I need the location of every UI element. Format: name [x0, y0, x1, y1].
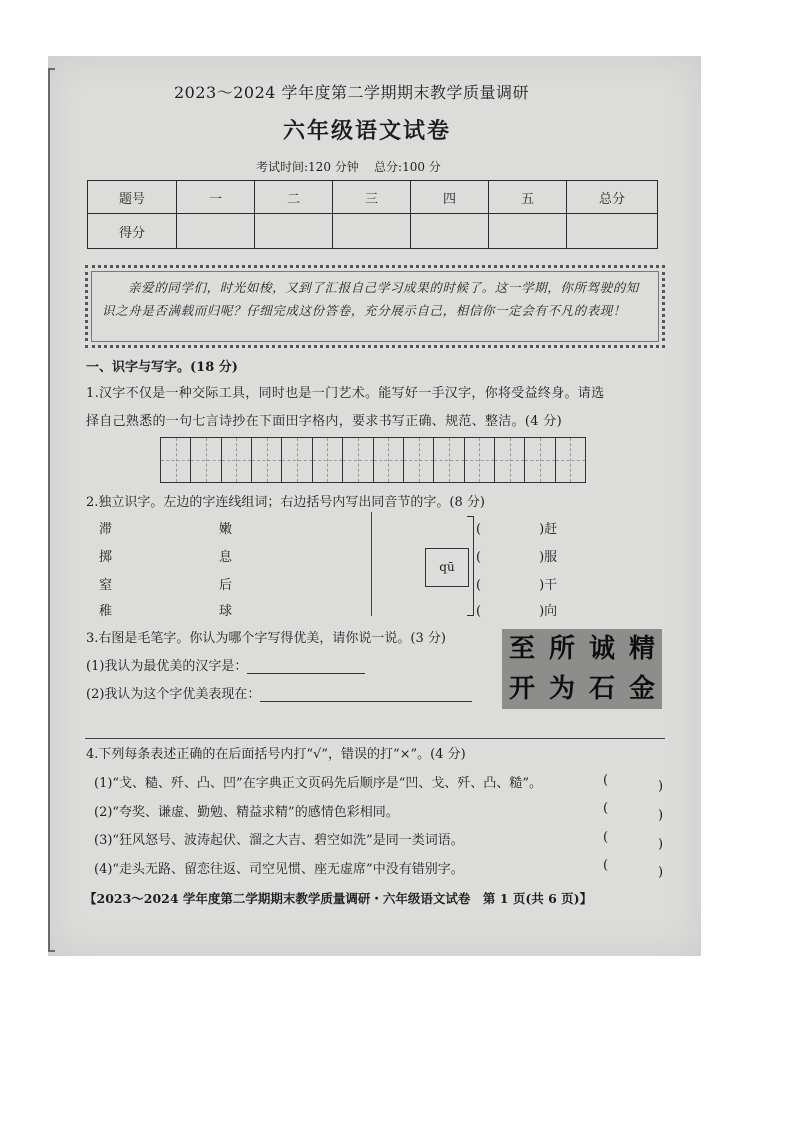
grid-cell[interactable]	[556, 438, 585, 482]
intro-text-content: 亲爱的同学们，时光如梭，又到了汇报自己学习成果的时候了。这一学期，你所驾驶的知识之舟是否满载而归呢？仔细完成这份答卷，充分展示自己，相信你一定会有不凡的表现！	[102, 280, 639, 318]
q1-line1: 1.汉字不仅是一种交际工具，同时也是一门艺术。能写好一手汉字，你将受益终身。请选	[86, 386, 605, 401]
paren-open: (	[476, 550, 482, 565]
score-entry-cell[interactable]	[411, 214, 489, 249]
paren-open: (	[476, 522, 482, 537]
paren-open: (	[476, 604, 482, 619]
paren-open: (	[476, 578, 482, 593]
brace-bracket	[467, 516, 474, 616]
q3-text: 3.右图是毛笔字。你认为哪个字写得优美，请你说一说。(3 分)	[86, 631, 446, 646]
calligraphy-char: 开	[508, 674, 535, 704]
q3-a	[86, 655, 365, 674]
answer-paren-close[interactable]: )	[658, 808, 664, 823]
score-entry-cell[interactable]	[255, 214, 333, 249]
q3-b-answer-line[interactable]	[260, 687, 472, 702]
tianzige-grid[interactable]	[160, 437, 586, 483]
score-entry-cell[interactable]	[177, 214, 255, 249]
q3-b	[86, 683, 472, 702]
calligraphy-char: 所	[548, 634, 575, 664]
left-char[interactable]: 窒	[99, 578, 113, 593]
q4-item: (3)“狂风怒号、波涛起伏、溜之大吉、碧空如洗”是同一类词语。	[94, 833, 464, 848]
answer-paren-open[interactable]: (	[603, 858, 609, 873]
score-table-score-row	[88, 214, 658, 249]
answer-paren-close[interactable]: )	[658, 779, 664, 794]
pinyin-box: qū	[425, 548, 469, 587]
left-char[interactable]: 稚	[99, 604, 113, 619]
answer-paren-open[interactable]: (	[603, 830, 609, 845]
homophone-row	[476, 600, 557, 619]
left-char[interactable]: 滞	[99, 522, 113, 537]
intro-box	[85, 265, 665, 348]
q2-text: 2.独立识字。左边的字连线组词；右边括号内写出同音节的字。(8 分)	[86, 495, 485, 510]
grid-cell[interactable]	[465, 438, 495, 482]
table-cell: 得分	[88, 214, 177, 249]
q4-item: (2)“夸奖、谦虚、勤勉、精益求精”的感情色彩相同。	[94, 805, 399, 820]
q3-a-label: (1)我认为最优美的汉字是：	[86, 659, 248, 674]
grid-cell[interactable]	[191, 438, 221, 482]
exam-info: 考试时间:120 分钟 总分:100 分	[256, 160, 441, 174]
score-entry-cell[interactable]	[567, 214, 658, 249]
q1-line2: 择自己熟悉的一句七言诗抄在下面田字格内，要求书写正确、规范、整洁。(4 分)	[86, 414, 562, 429]
q4-heading: 4.下列每条表述正确的在后面括号内打“√”，错误的打“×”。(4 分)	[86, 747, 466, 762]
table-cell: 三	[333, 181, 411, 214]
left-char[interactable]: 掷	[99, 550, 113, 565]
exam-subtitle: 六年级语文试卷	[283, 118, 452, 144]
q3-b-label: (2)我认为这个字优美表现在：	[86, 687, 261, 702]
grid-cell[interactable]	[222, 438, 252, 482]
right-char[interactable]: 息	[219, 550, 233, 565]
right-char[interactable]: 球	[219, 604, 233, 619]
homophone-row	[476, 518, 557, 537]
intro-text	[102, 276, 650, 322]
calligraphy-char: 精	[628, 634, 655, 664]
section1-heading: 一、识字与写字。(18 分)	[86, 360, 238, 375]
calligraphy-char: 为	[548, 674, 575, 704]
homophone-row	[476, 574, 557, 593]
grid-cell[interactable]	[252, 438, 282, 482]
calligraphy-char: 诚	[588, 634, 615, 664]
q4-item: (4)“走头无路、留恋往返、司空见惯、座无虚席”中没有错别字。	[94, 862, 464, 877]
grid-cell[interactable]	[404, 438, 434, 482]
score-table	[87, 180, 658, 249]
score-entry-cell[interactable]	[489, 214, 567, 249]
table-cell: 四	[411, 181, 489, 214]
table-cell: 题号	[88, 181, 177, 214]
grid-cell[interactable]	[282, 438, 312, 482]
table-cell: 一	[177, 181, 255, 214]
right-char[interactable]: 嫩	[219, 522, 233, 537]
homophone-row	[476, 546, 557, 565]
divider-line	[371, 512, 372, 616]
section-divider	[85, 738, 665, 739]
grid-cell[interactable]	[343, 438, 373, 482]
q3-a-answer-line[interactable]	[247, 659, 365, 674]
q4-item: (1)“戈、糙、歼、凸、凹”在字典正文页码先后顺序是“凹、戈、歼、凸、糙”。	[94, 776, 542, 791]
grid-cell[interactable]	[525, 438, 555, 482]
answer-paren-open[interactable]: (	[603, 801, 609, 816]
grid-cell[interactable]	[313, 438, 343, 482]
calligraphy-char: 石	[588, 674, 615, 704]
right-char[interactable]: 后	[219, 578, 233, 593]
answer-paren-close[interactable]: )	[658, 837, 664, 852]
grid-cell[interactable]	[374, 438, 404, 482]
score-table-header-row	[88, 181, 658, 214]
grid-cell[interactable]	[161, 438, 191, 482]
homophone-suffix: )向	[539, 604, 558, 619]
answer-paren-close[interactable]: )	[658, 865, 664, 880]
answer-paren-open[interactable]: (	[603, 773, 609, 788]
exam-title: 2023～2024 学年度第二学期期末教学质量调研	[174, 83, 530, 102]
homophone-suffix: )服	[539, 550, 558, 565]
table-cell: 五	[489, 181, 567, 214]
score-entry-cell[interactable]	[333, 214, 411, 249]
calligraphy-image	[502, 629, 662, 709]
grid-cell[interactable]	[434, 438, 464, 482]
calligraphy-char: 金	[628, 674, 655, 704]
homophone-suffix: )赶	[539, 522, 558, 537]
page-footer: 【2023～2024 学年度第二学期期末教学质量调研・六年级语文试卷 第 1 页(共 6 页)】	[84, 891, 593, 906]
calligraphy-char: 至	[508, 634, 535, 664]
homophone-suffix: )干	[539, 578, 558, 593]
table-cell: 总分	[567, 181, 658, 214]
table-cell: 二	[255, 181, 333, 214]
paper-edge	[48, 68, 55, 952]
grid-cell[interactable]	[495, 438, 525, 482]
